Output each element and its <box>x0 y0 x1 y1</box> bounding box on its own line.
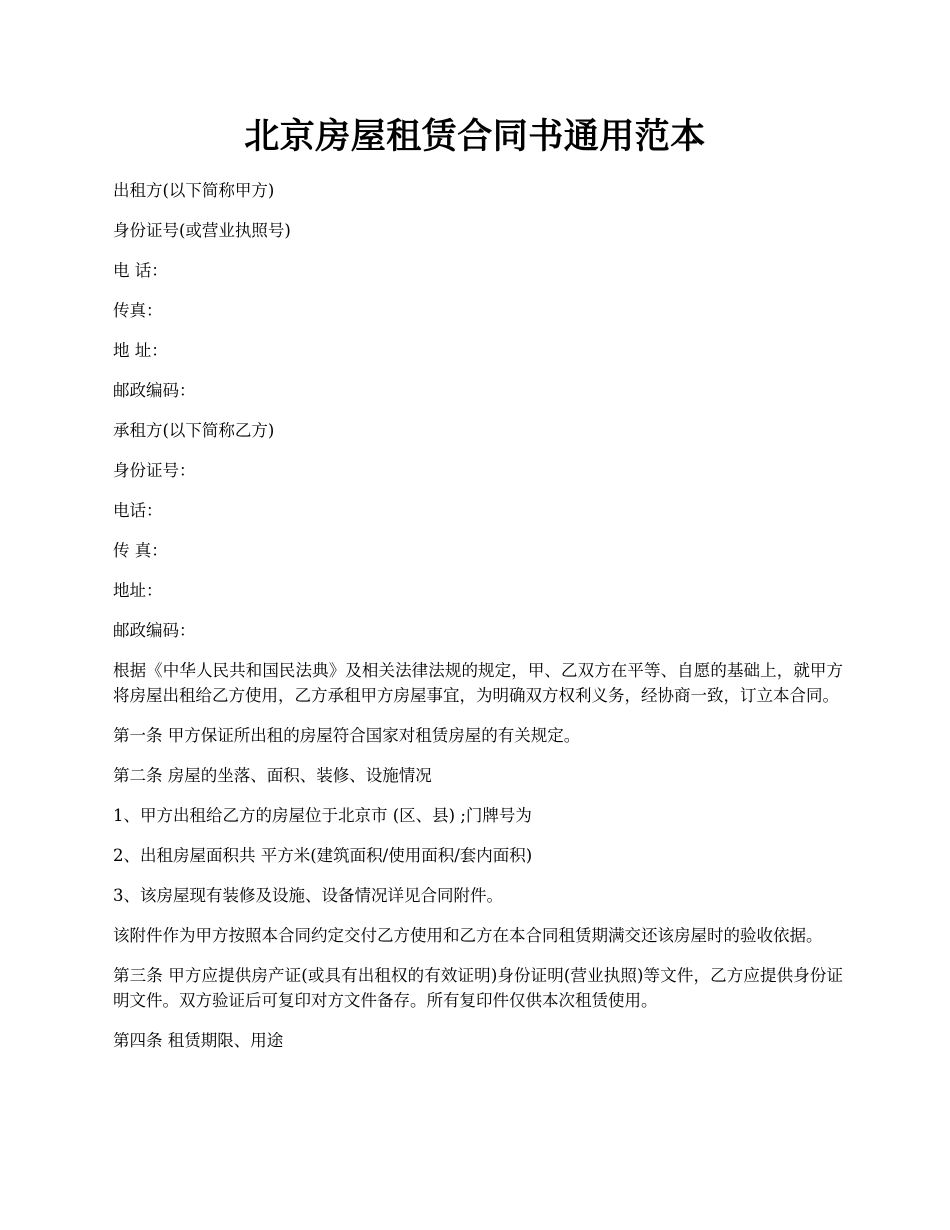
attachment-note: 该附件作为甲方按照本合同约定交付乙方使用和乙方在本合同租赁期满交还该房屋时的验收依据。 <box>113 926 823 945</box>
lessor-fax-field: 传真： <box>113 301 163 320</box>
lessor-address-field: 地 址： <box>113 341 168 360</box>
document-title: 北京房屋租赁合同书通用范本 <box>244 116 706 157</box>
lessee-phone-field: 电话： <box>113 501 163 520</box>
lessor-id-field: 身份证号(或营业执照号) <box>113 221 291 240</box>
lessor-phone-field: 电 话： <box>113 261 168 280</box>
article-2-heading: 第二条 房屋的坐落、面积、装修、设施情况 <box>113 766 432 785</box>
article-1: 第一条 甲方保证所出租的房屋符合国家对租赁房屋的有关规定。 <box>113 726 581 745</box>
lessee-address-field: 地址： <box>113 581 163 600</box>
lessor-label: 出租方(以下简称甲方) <box>113 181 275 200</box>
lessee-postcode-field: 邮政编码： <box>113 621 196 640</box>
preamble-paragraph: 根据《中华人民共和国民法典》及相关法律法规的规定，甲、乙双方在平等、自愿的基础上，就甲方将房屋出租给乙方使用，乙方承租甲方房屋事宜，为明确双方权利义务，经协商一致，订立本合同。 <box>113 661 843 705</box>
lessee-fax-field: 传 真： <box>113 541 168 560</box>
article-2-item-3: 3、该房屋现有装修及设施、设备情况详见合同附件。 <box>113 886 503 905</box>
article-2-item-1: 1、甲方出租给乙方的房屋位于北京市 (区、县) ;门牌号为 <box>113 806 532 825</box>
lessor-postcode-field: 邮政编码： <box>113 381 196 400</box>
lessee-id-field: 身份证号： <box>113 461 196 480</box>
article-3: 第三条 甲方应提供房产证(或具有出租权的有效证明)身份证明(营业执照)等文件，乙方应提供身份证明文件。双方验证后可复印对方文件备存。所有复印件仅供本次租赁使用。 <box>113 966 843 1010</box>
article-2-item-2: 2、出租房屋面积共 平方米(建筑面积/使用面积/套内面积) <box>113 846 533 865</box>
lessee-label: 承租方(以下简称乙方) <box>113 421 275 440</box>
article-4-heading: 第四条 租赁期限、用途 <box>113 1031 284 1050</box>
document-body <box>113 178 843 1068</box>
